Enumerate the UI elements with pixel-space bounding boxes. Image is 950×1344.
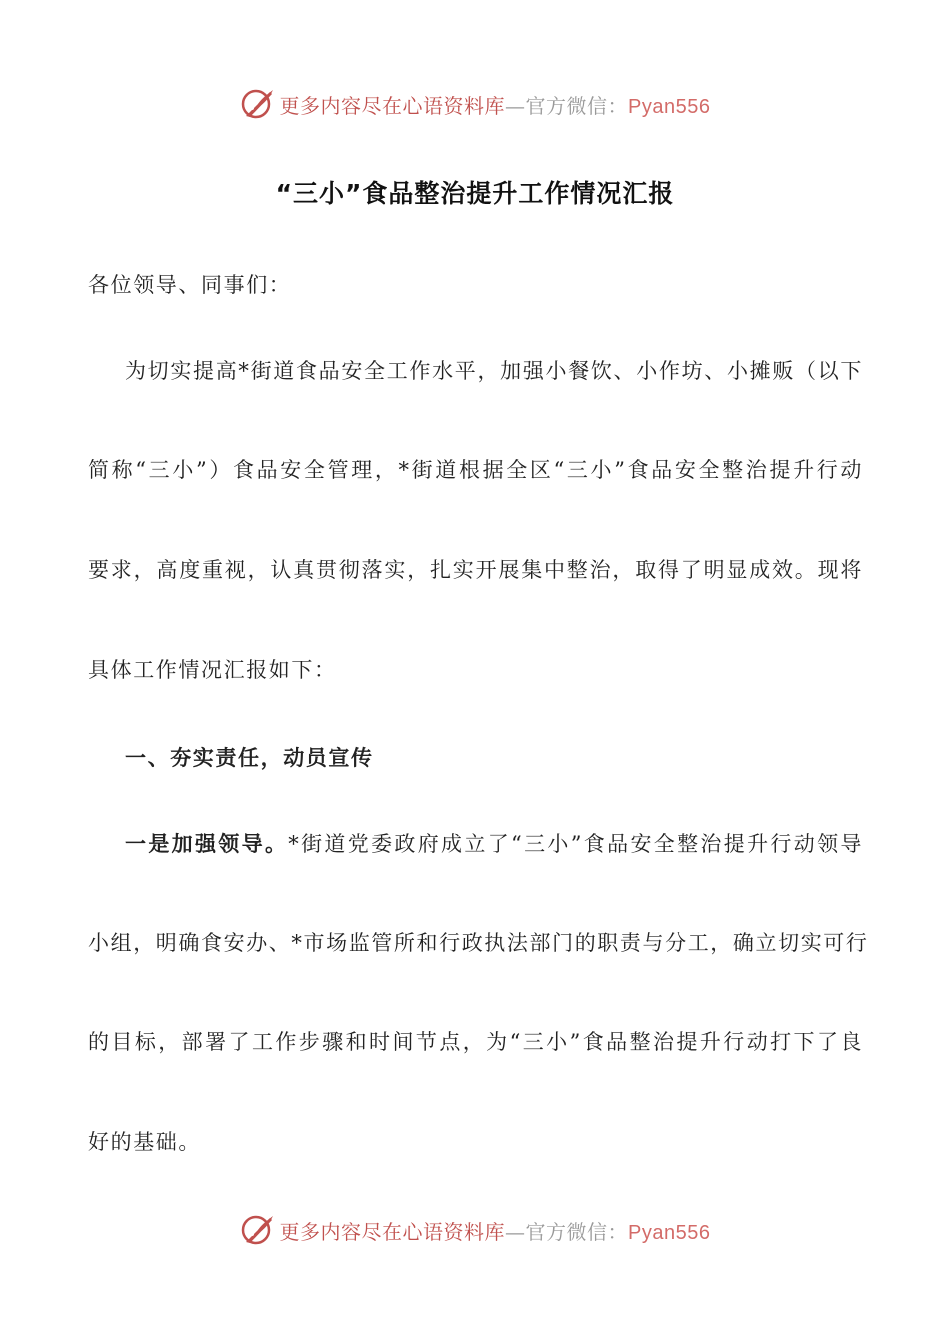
watermark-banner-top	[0, 82, 950, 126]
intro-line-3: 要求，高度重视，认真贯彻落实，扎实开展集中整治，取得了明显成效。现将	[88, 558, 863, 582]
intro-line-4: 具体工作情况汇报如下：	[88, 658, 337, 682]
intro-line-1: 为切实提高*街道食品安全工作水平，加强小餐饮、小作坊、小摊贩（以下	[125, 359, 863, 383]
watermark-text: 更多内容尽在心语资料库—官方微信：Pyan556	[279, 1219, 711, 1244]
pen-feather-logo	[240, 1212, 276, 1248]
para1-line-4: 好的基础。	[88, 1130, 201, 1154]
para1-line-3: 的目标，部署了工作步骤和时间节点，为“三小”食品整治提升行动打下了良	[88, 1030, 863, 1054]
para1-line-1: 一是加强领导。*街道党委政府成立了“三小”食品安全整治提升行动领导	[125, 832, 863, 856]
pen-feather-logo	[240, 86, 276, 122]
document-title: “三小”食品整治提升工作情况汇报	[275, 179, 675, 208]
watermark-text: 更多内容尽在心语资料库—官方微信：Pyan556	[279, 93, 711, 118]
intro-line-2: 简称“三小”）食品安全管理，*街道根据全区“三小”食品安全整治提升行动	[88, 458, 863, 482]
para1-line-2: 小组，明确食安办、*市场监管所和行政执法部门的职责与分工，确立切实可行	[88, 931, 869, 955]
salutation: 各位领导、同事们：	[88, 273, 292, 297]
section-heading-1: 一、夯实责任，动员宣传	[125, 746, 374, 770]
para1-lead: 一是加强领导。	[125, 832, 289, 856]
watermark-banner-bottom	[0, 1208, 950, 1252]
